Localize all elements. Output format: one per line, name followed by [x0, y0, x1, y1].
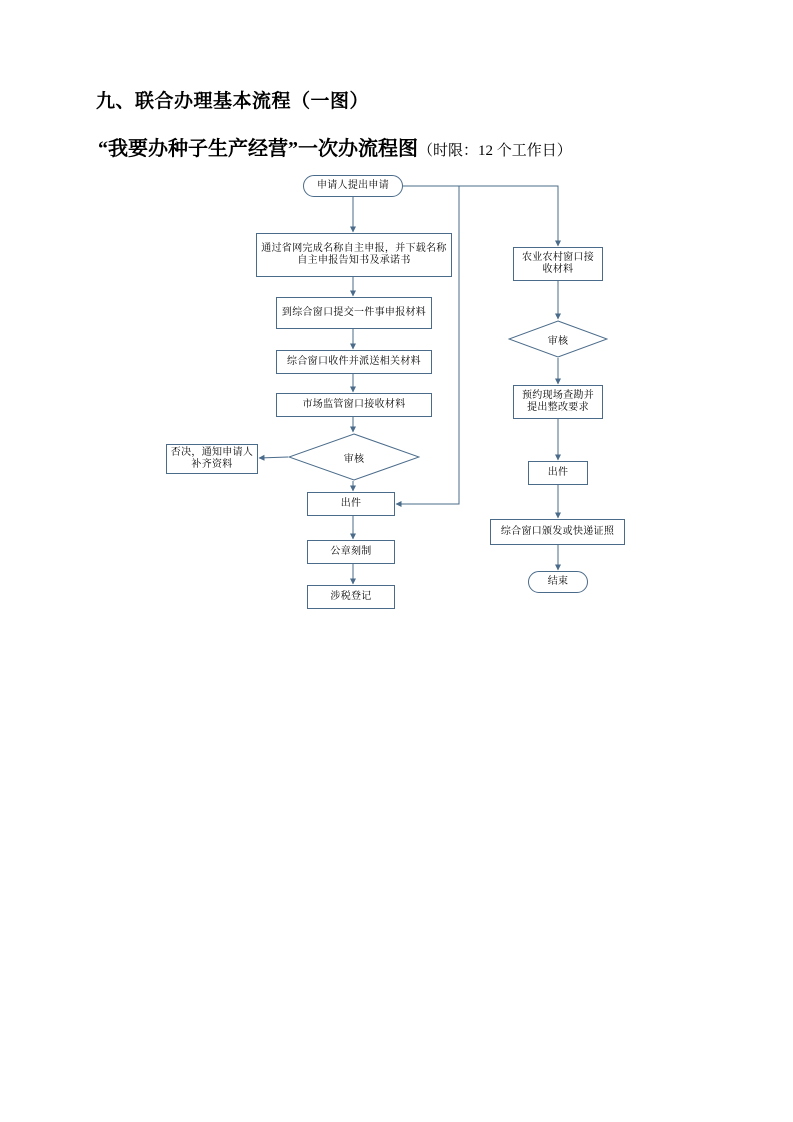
- page-title-main: “我要办种子生产经营”一次办流程图: [98, 138, 418, 160]
- node-market-supervision-window: 市场监管窗口接收材料: [276, 393, 432, 417]
- node-start: 申请人提出申请: [303, 175, 403, 197]
- page-title-note: （时限：12 个工作日）: [418, 143, 572, 159]
- node-submit-materials: 到综合窗口提交一件事申报材料: [276, 297, 432, 329]
- node-issue-right: 出件: [528, 461, 588, 485]
- node-province-name-declaration: 通过省网完成名称自主申报，并下载名称自主申报告知书及承诺书: [256, 233, 452, 277]
- node-tax-registration: 涉税登记: [307, 585, 395, 609]
- node-seal-engraving: 公章刻制: [307, 540, 395, 564]
- node-review-agriculture-label: 审核: [547, 335, 569, 347]
- section-heading: 九、联合办理基本流程（一图）: [96, 91, 370, 112]
- node-reject-notify: 否决，通知申请人补齐资料: [166, 444, 258, 474]
- node-comprehensive-window-accept: 综合窗口收件并派送相关材料: [276, 350, 432, 374]
- node-review-agriculture: [508, 320, 608, 358]
- node-review-market-label: 审核: [343, 453, 365, 465]
- node-end: 结束: [528, 571, 588, 593]
- node-site-survey: 预约现场查勘并提出整改要求: [513, 385, 603, 419]
- node-review-market: [288, 433, 420, 481]
- node-agriculture-window: 农业农村窗口接收材料: [513, 247, 603, 281]
- node-deliver-license: 综合窗口颁发或快递证照: [490, 519, 625, 545]
- node-issue-left: 出件: [307, 492, 395, 516]
